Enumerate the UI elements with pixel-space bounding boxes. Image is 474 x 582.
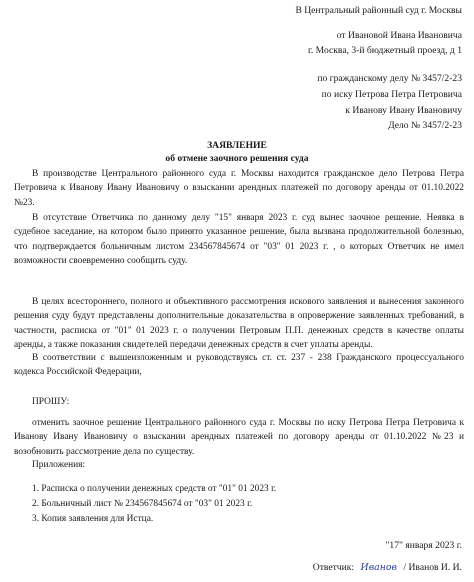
attachment-item-1: 1. Расписка о получении денежных средств от "01" 01 2023 г. xyxy=(32,484,277,494)
signature: Иванов xyxy=(360,562,398,573)
signature-line xyxy=(313,562,462,574)
document-subtitle: об отмене заочного решения суда xyxy=(165,153,309,164)
sender-name: от Ивановой Ивана Ивановича xyxy=(336,30,462,41)
case-number: Дело № 3457/2-23 xyxy=(388,120,462,131)
request-heading: ПРОШУ: xyxy=(32,397,70,407)
attachments-heading: Приложения: xyxy=(32,460,86,470)
paragraph-2: В отсутствие Ответчика по данному делу "15" января 2023 г. суд вынес заочное решение. Неявка в судебное заседание, на котором было принято указанное решение, была вызвана продолжительной болезнью, что подтверждается больничным листом 234567845674 от "03" 01 2023 г. , о которых Ответчик не имел возможности своевременно сообщить суду. xyxy=(14,213,464,267)
attachment-item-2: 2. Больничный лист № 234567845674 от "03" 01 2023 г. xyxy=(32,499,253,509)
request-text: отменить заочное решение Центрального районного суда г. Москвы по иску Петрова Петра Петровича к Иванову Ивану Ивановичу о взыскании арендных платежей по договору аренды от 01.10.2022 №23 и возобновить рассмотрение дела по существу. xyxy=(14,418,464,457)
paragraph-3: В целях всестороннего, полного и объективного рассмотрения искового заявления и вынесения законного решения суду будут представлены дополнительные доказательства в опровержение заявленных требований, в частности, расписка от "01" 01 2023 г. о получении Петровым П.П. денежных средств в качестве оплаты аренды, а также показания свидетелей передачи денежных средств в счет уплаты аренды. xyxy=(14,297,464,351)
respondent-label: Ответчик: xyxy=(312,562,355,573)
document-date: "17" января 2023 г. xyxy=(385,540,462,551)
sender-address: г. Москва, 3-й бюджетный проезд, д 1 xyxy=(308,45,462,56)
case-reference: по гражданскому делу № 3457/2-23 xyxy=(317,73,462,84)
paragraph-1: В производстве Центрального районного суда г. Москвы находится гражданское дело Петрова Петра Петровича к Иванову Ивану Ивановичу о взыскании арендных платежей по договору аренды от 01.10.2022 №23. xyxy=(14,169,464,208)
attachment-item-3: 3. Копия заявления для Истца. xyxy=(32,514,154,524)
claimant: по иску Петрова Петра Петровича xyxy=(321,89,462,100)
defendant: к Иванову Ивану Ивановичу xyxy=(345,105,462,116)
document-title: ЗАЯВЛЕНИЕ xyxy=(207,140,267,151)
respondent-name: / Иванов И. И. xyxy=(403,562,462,573)
addressee-court: В Центральный районный суд г. Москвы xyxy=(295,5,462,16)
paragraph-4: В соответствии с вышеизложенным и руководствуясь ст. ст. 237 - 238 Гражданского процессуального кодекса Российской Федерации, xyxy=(14,353,464,378)
